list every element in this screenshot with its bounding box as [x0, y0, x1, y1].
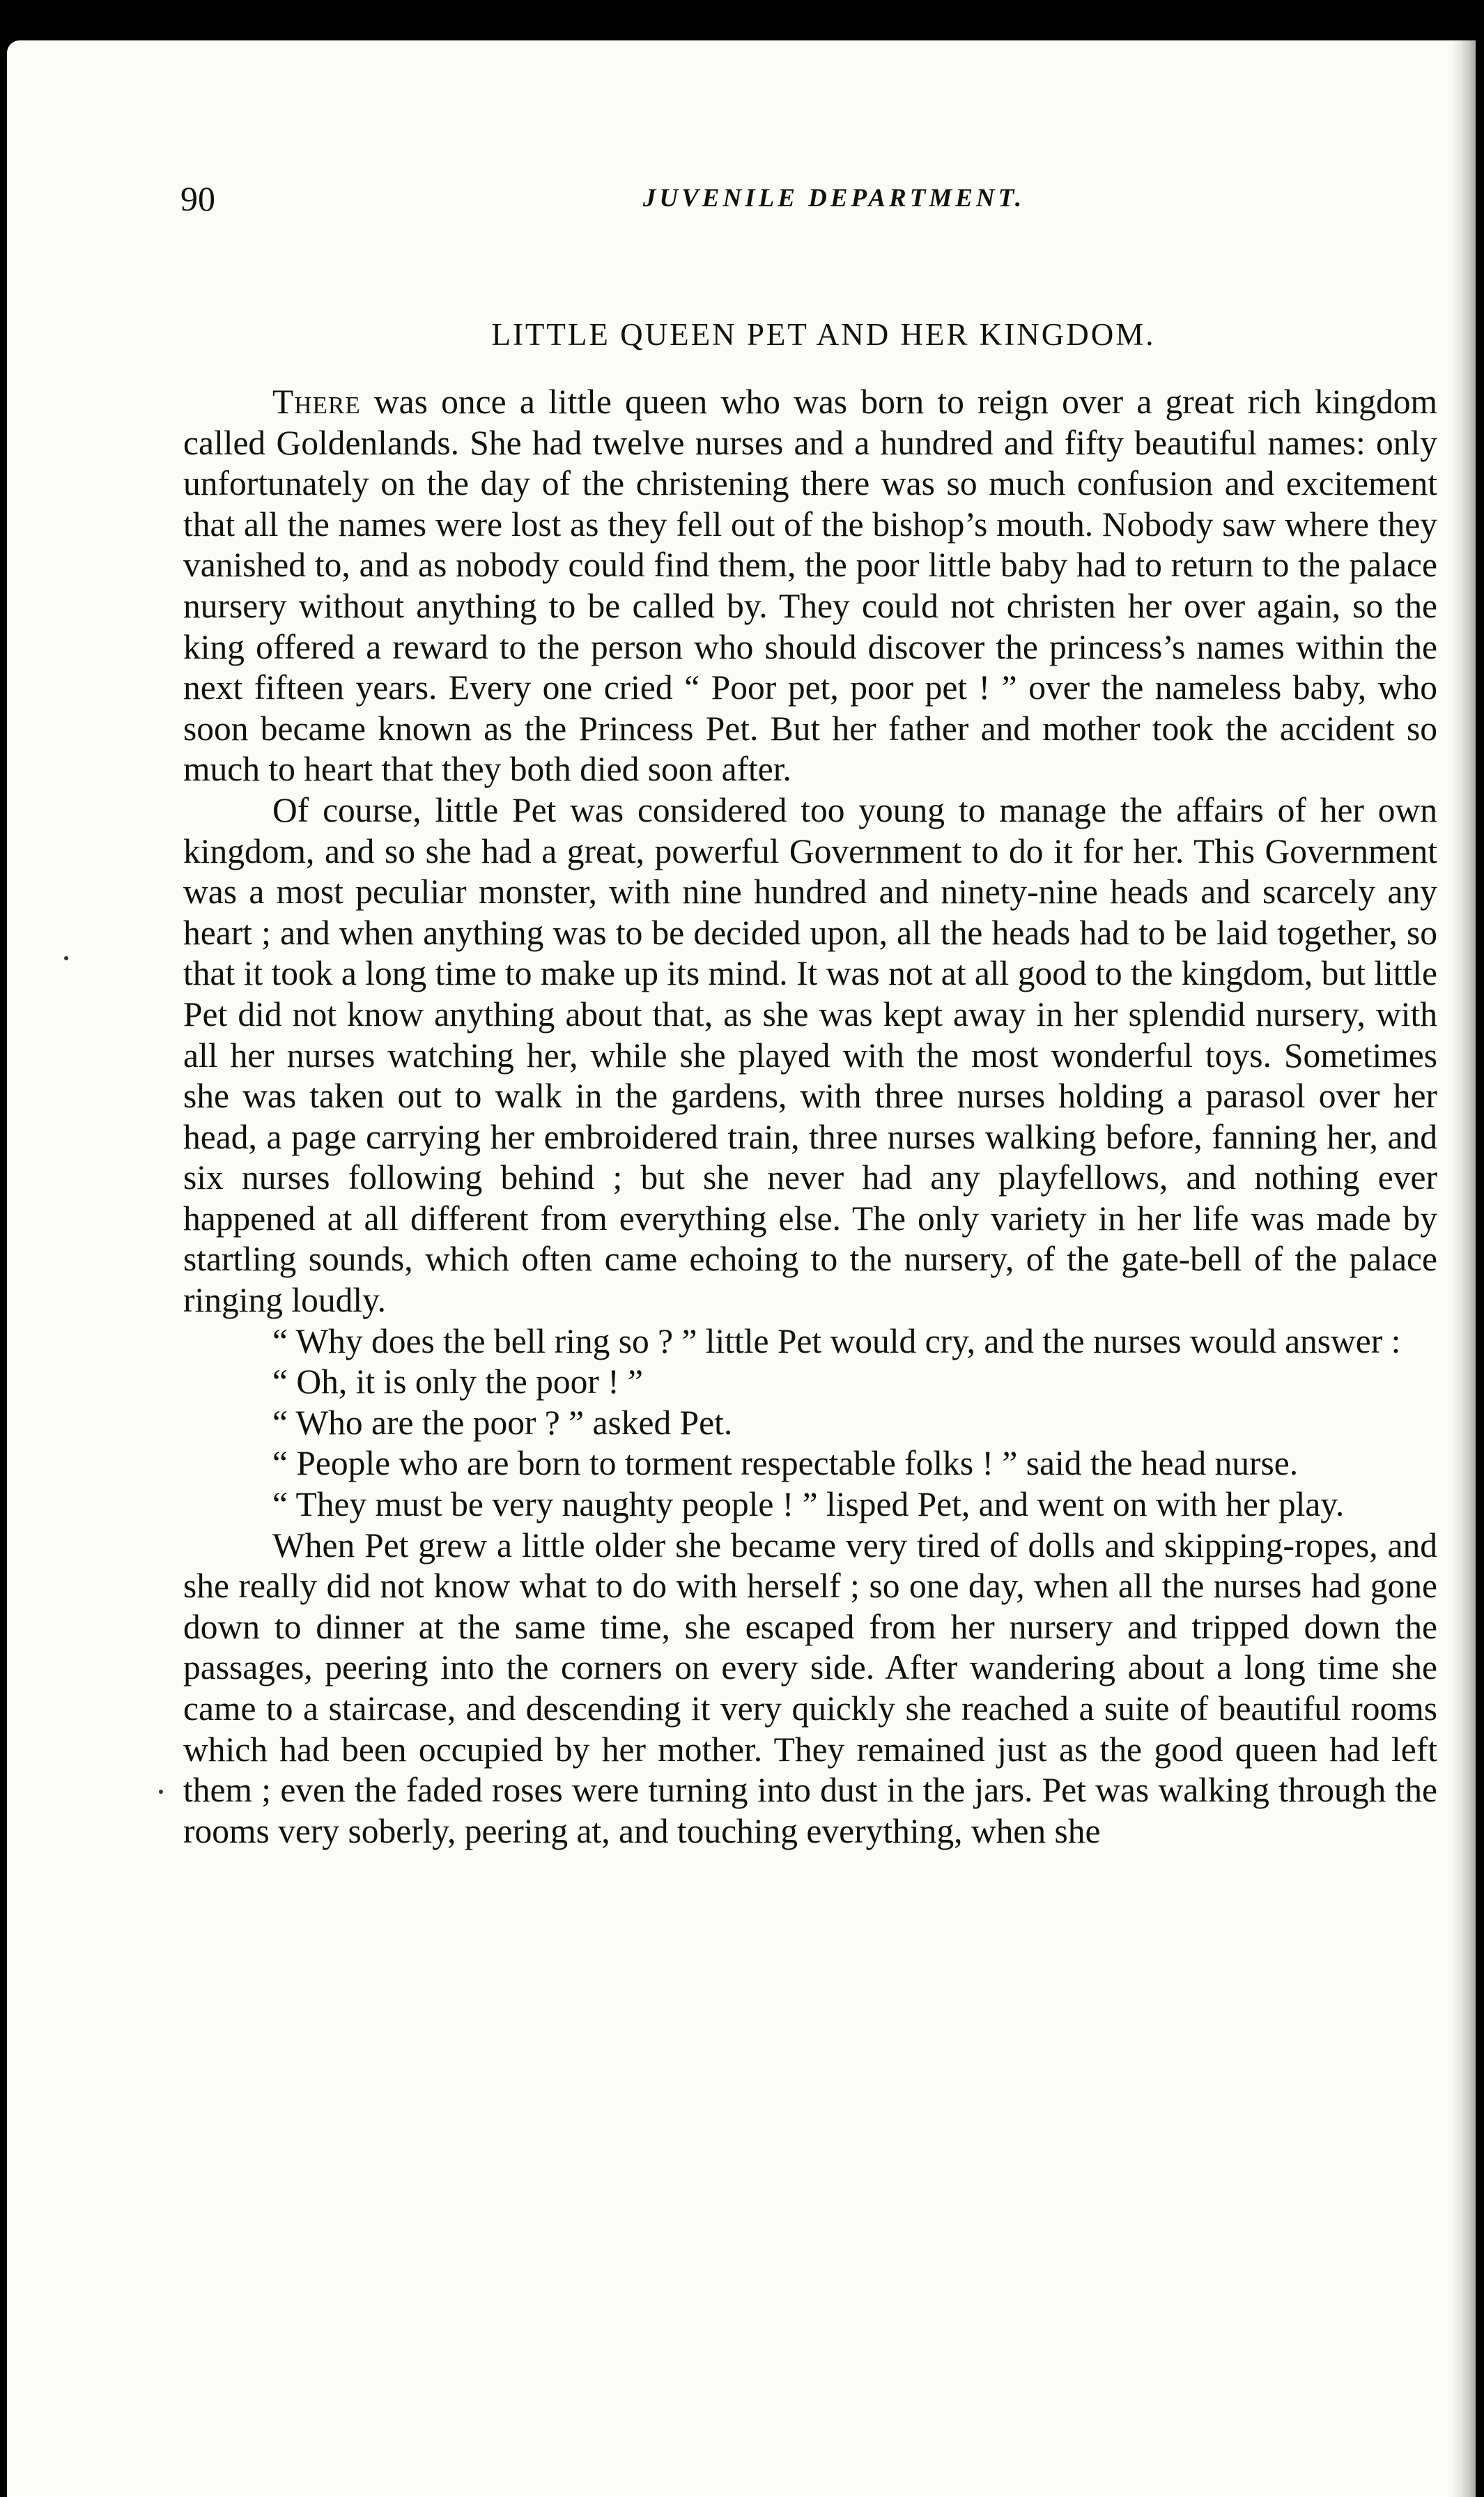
paragraph: There was once a little queen who was born to reign over a great rich kingdom called Goldenlands. She had twelve nurses and a hundred and fifty beautiful names: only unfortunately on the day of the christening there was so much confusion and excitement that all the names were lost as they fell out of the bishop’s mouth. Nobody saw where they vanished to, and as nobody could find them, the poor little baby had to return to the palace nursery without anything to be called by. They could not christen her over again, so the king offered a reward to the person who should discover the princess’s names within the next fifteen years. Every one cried “ Poor pet, poor pet ! ” over the nameless baby, who soon became known as the Princess Pet. But her father and mother took the accident so much to heart that they both died soon after.	[183, 383, 1437, 789]
running-title: JUVENILE DEPARTMENT.	[642, 184, 1026, 213]
lead-word: There	[272, 383, 361, 421]
paragraph: Of course, little Pet was considered too young to manage the affairs of her own kingdom, and so she had a great, powerful Government to do it for her. This Government was a most peculiar monster, with nine hundred and ninety-nine heads and scarcely any heart ; and when anything was to be decided upon, all the heads had to be laid together, so that it took a long time to make up its mind. It was not at all good to the kingdom, but little Pet did not know anything about that, as she was kept away in her splendid nursery, with all her nurses watching her, while she played with the most wonderful toys. Sometimes she was taken out to walk in the gardens, with three nurses holding a parasol over her head, a page carrying her embroidered train, three nurses walking before, fanning her, and six nurses following behind ; but she never had any playfellows, and nothing ever happened at all different from everything else. The only variety in her life was made by startling sounds, which often came echoing to the nursery, of the gate-bell of the palace ringing loudly.	[183, 790, 1437, 1320]
paragraph: When Pet grew a little older she became very tired of dolls and skipping-ropes, and she really did not know what to do with herself ; so one day, when all the nurses had gone down to dinner at the same time, she escaped from her nursery and tripped down the passages, peering into the corners on every side. After wandering about a long time she came to a staircase, and descending it very quickly she reached a suite of beautiful rooms which had been occupied by her mother. They remained just as the good queen had left them ; even the faded roses were turning into dust in the jars. Pet was walking through the rooms very soberly, peering at, and touching everything, when she	[183, 1526, 1437, 1850]
page-edge-shadow	[1451, 40, 1476, 2497]
paragraph: “ People who are born to torment respectable folks ! ” said the head nurse.	[272, 1444, 1299, 1483]
paragraph: “ Why does the bell ring so ? ” little Pet would cry, and the nurses would answer :	[272, 1321, 1401, 1360]
margin-speck	[159, 1790, 163, 1794]
story-title: LITTLE QUEEN PET AND HER KINGDOM.	[491, 317, 1156, 352]
paragraph: “ Who are the poor ? ” asked Pet.	[272, 1403, 733, 1442]
story-body	[183, 382, 1437, 1852]
paragraph: “ They must be very naughty people ! ” lisped Pet, and went on with her play.	[272, 1485, 1345, 1524]
margin-speck	[64, 956, 68, 960]
running-head	[172, 174, 1433, 223]
page-number: 90	[180, 179, 215, 218]
paragraph: “ Oh, it is only the poor ! ”	[272, 1362, 644, 1401]
